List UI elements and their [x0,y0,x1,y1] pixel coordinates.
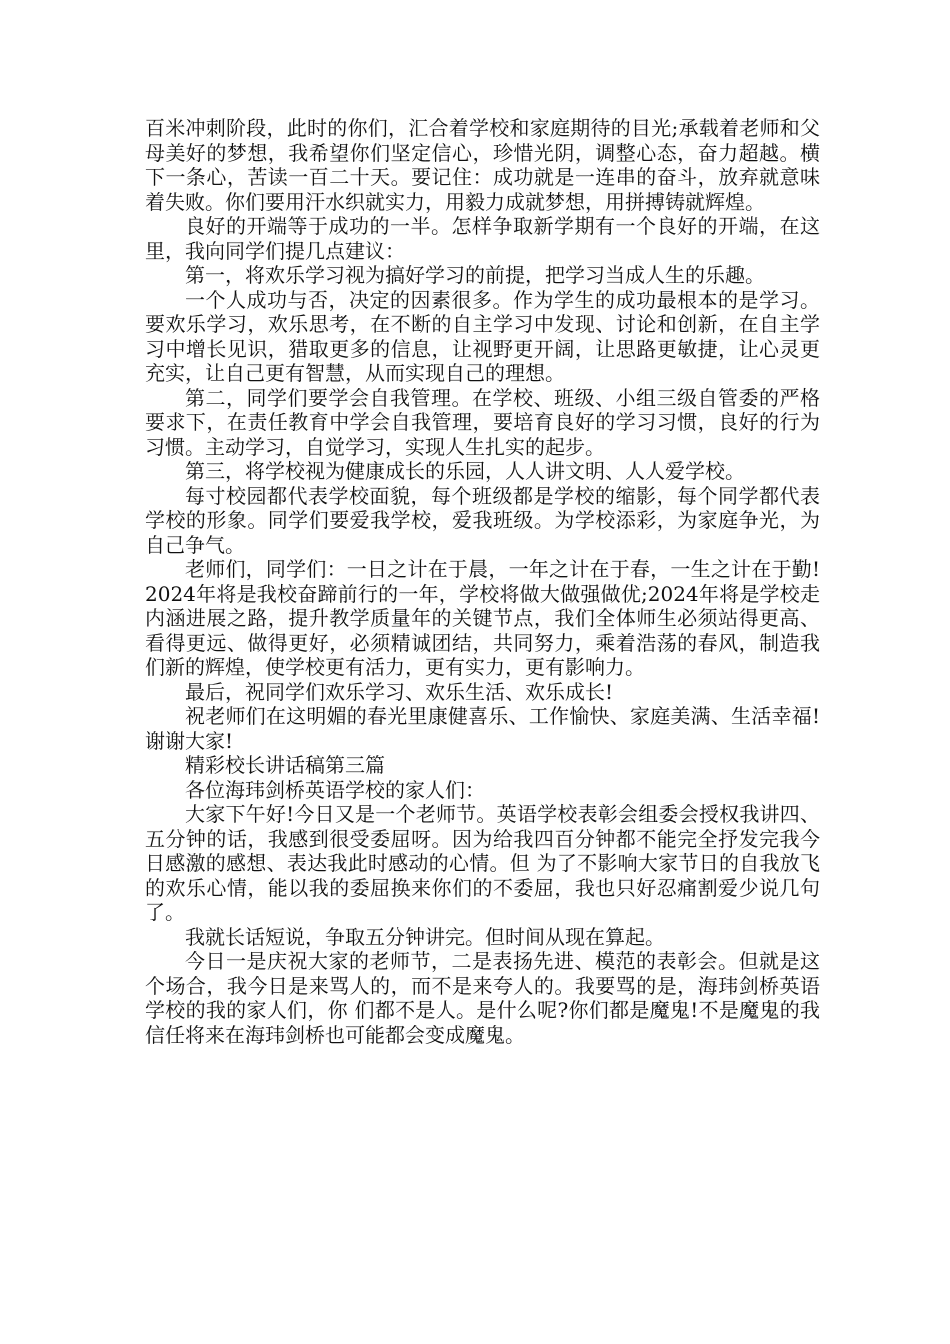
paragraph-5: 第二，同学们要学会自我管理。在学校、班级、小组三级自管委的严格要求下，在责任教育中学会自我管理，要培育良好的学习习惯，良好的行为习惯。主动学习，自觉学习，实现人生扎实的起步。 [145,385,820,459]
paragraph-1: 百米冲刺阶段，此时的你们，汇合着学校和家庭期待的目光;承载着老师和父母美好的梦想，我希望你们坚定信心，珍惜光阴，调整心态，奋力超越。横下一条心，苦读一百二十天。要记住：成功就是一连串的奋斗，放弃就意味着失败。你们要用汗水织就实力，用毅力成就梦想，用拼搏铸就辉煌。 [145,116,820,214]
paragraph-9: 最后，祝同学们欢乐学习、欢乐生活、欢乐成长! [185,679,614,704]
paragraph-4: 一个人成功与否，决定的因素很多。作为学生的成功最根本的是学习。要欢乐学习，欢乐思考，在不断的自主学习中发现、讨论和创新，在自主学习中增长见识，猎取更多的信息，让视野更开阔，让思路更敏捷，让心灵更充实，让自己更有智慧，从而实现自己的理想。 [145,287,820,385]
paragraph-8: 老师们，同学们：一日之计在于晨，一年之计在于春，一生之计在于勤!2024年将是我校奋蹄前行的一年，学校将做大做强做优;2024年将是学校走内涵进展之路，提升教学质量年的关键节点，我们全体师生必须站得更高、看得更远、做得更好，必须精诚团结，共同努力，乘着浩荡的春风，制造我们新的辉煌，使学校更有活力，更有实力，更有影响力。 [145,557,820,679]
section-heading: 精彩校长讲话稿第三篇 [185,753,385,777]
paragraph-14: 我就长话短说，争取五分钟讲完。但时间从现在算起。 [185,924,665,949]
paragraph-6: 第三，将学校视为健康成长的乐园，人人讲文明、人人爱学校。 [185,459,745,483]
document-body [145,116,820,1047]
paragraph-7: 每寸校园都代表学校面貌，每个班级都是学校的缩影，每个同学都代表学校的形象。同学们要爱我学校，爱我班级。为学校添彩，为家庭争光，为自己争气。 [145,483,820,557]
paragraph-15: 今日一是庆祝大家的老师节，二是表扬先进、模范的表彰会。但就是这个场合，我今日是来骂人的，而不是来夸人的。我要骂的是，海玮剑桥英语学校的我的家人们，你 们都不是人。是什么呢?你们都是魔鬼!不是魔鬼的我信任将来在海玮剑桥也可能都会变成魔鬼。 [145,949,820,1047]
paragraph-10: 祝老师们在这明媚的春光里康健喜乐、工作愉快、家庭美满、生活幸福!谢谢大家! [145,704,820,753]
salutation: 各位海玮剑桥英语学校的家人们： [185,777,485,802]
paragraph-13: 大家下午好!今日又是一个老师节。英语学校表彰会组委会授权我讲四、五分钟的话，我感到很受委屈呀。因为给我四百分钟都不能完全抒发完我今日感激的感想、表达我此时感动的心情。但 为了不影响大家节日的自我放飞的欢乐心情，能以我的委屈换来你们的不委屈，我也只好忍痛割爱少说几句了。 [145,802,820,924]
paragraph-2: 良好的开端等于成功的一半。怎样争取新学期有一个良好的开端，在这里，我向同学们提几点建议： [145,214,820,263]
paragraph-3: 第一，将欢乐学习视为搞好学习的前提，把学习当成人生的乐趣。 [185,263,765,287]
